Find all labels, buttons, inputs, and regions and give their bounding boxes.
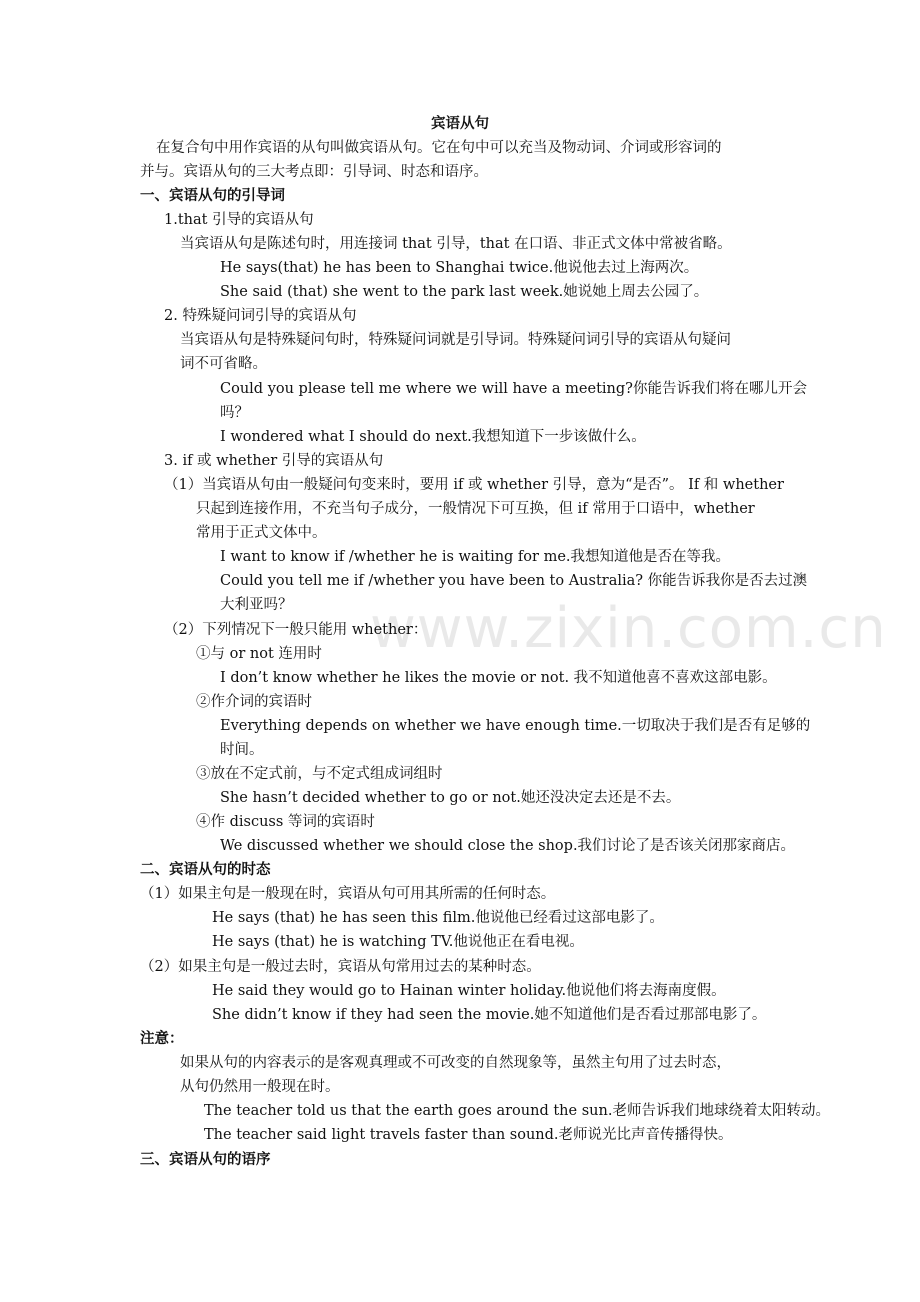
- case-2-example-b: 时间。: [220, 742, 264, 758]
- tense-rule-2-example-1: He said they would go to Hainan winter holiday.他说他们将去海南度假。: [212, 983, 726, 999]
- point-1-example-2: She said (that) she went to the park last week.她说她上周去公园了。: [220, 284, 709, 300]
- point-2-heading: 2. 特殊疑问词引导的宾语从句: [164, 308, 357, 324]
- point-3-example-2b: 大利亚吗？: [220, 597, 293, 613]
- point-2-desc-1: 当宾语从句是特殊疑问句时，特殊疑问词就是引导词。特殊疑问词引导的宾语从句疑问: [180, 332, 731, 348]
- point-3-heading: 3. if 或 whether 引导的宾语从句: [164, 453, 384, 469]
- intro-line-1: 在复合句中用作宾语的从句叫做宾语从句。它在句中可以充当及物动词、介词或形容词的: [156, 140, 722, 156]
- point-1-desc: 当宾语从句是陈述句时，用连接词 that 引导，that 在口语、非正式文体中常被省略。: [180, 236, 732, 252]
- case-1-label: ①与 or not 连用时: [196, 646, 322, 662]
- point-3-note-2: （2）下列情况下一般只能用 whether：: [164, 622, 428, 638]
- point-3-note-1b: 只起到连接作用，不充当句子成分，一般情况下可互换，但 if 常用于口语中，whether: [196, 501, 755, 517]
- case-2-label: ②作介词的宾语时: [196, 694, 312, 710]
- point-1-heading: 1.that 引导的宾语从句: [164, 212, 314, 228]
- section-2-heading: 二、宾语从句的时态: [140, 861, 271, 878]
- point-2-example-1b: 吗？: [220, 405, 249, 421]
- point-2-example-1a: Could you please tell me where we will have a meeting?你能告诉我们将在哪儿开会: [220, 381, 807, 397]
- case-1-example: I don’t know whether he likes the movie or not. 我不知道他喜不喜欢这部电影。: [220, 670, 777, 686]
- point-2-example-2: I wondered what I should do next.我想知道下一步该做什么。: [220, 429, 646, 445]
- note-example-2: The teacher said light travels faster than sound.老师说光比声音传播得快。: [204, 1127, 733, 1143]
- point-3-note-1c: 常用于正式文体中。: [196, 525, 327, 541]
- tense-rule-1-example-1: He says (that) he has seen this film.他说他已经看过这部电影了。: [212, 910, 664, 926]
- case-2-example-a: Everything depends on whether we have enough time.一切取决于我们是否有足够的: [220, 718, 811, 734]
- tense-rule-1: （1）如果主句是一般现在时，宾语从句可用其所需的任何时态。: [140, 886, 556, 902]
- intro-line-2: 并与。宾语从句的三大考点即：引导词、时态和语序。: [140, 164, 488, 180]
- point-1-example-1: He says(that) he has been to Shanghai twice.他说他去过上海两次。: [220, 260, 699, 276]
- section-3-heading: 三、宾语从句的语序: [140, 1151, 271, 1168]
- watermark: www.zixin.com.cn: [370, 596, 887, 661]
- case-4-example: We discussed whether we should close the shop.我们讨论了是否该关闭那家商店。: [220, 838, 796, 854]
- tense-rule-2: （2）如果主句是一般过去时，宾语从句常用过去的某种时态。: [140, 959, 541, 975]
- tense-rule-2-example-2: She didn’t know if they had seen the movie.她不知道他们是否看过那部电影了。: [212, 1007, 767, 1023]
- point-2-desc-2: 词不可省略。: [180, 356, 267, 372]
- note-example-1: The teacher told us that the earth goes around the sun.老师告诉我们地球绕着太阳转动。: [204, 1103, 830, 1119]
- note-line-1: 如果从句的内容表示的是客观真理或不可改变的自然现象等，虽然主句用了过去时态，: [180, 1055, 731, 1071]
- point-3-example-1: I want to know if /whether he is waiting for me.我想知道他是否在等我。: [220, 549, 731, 565]
- tense-rule-1-example-2: He says (that) he is watching TV.他说他正在看电视。: [212, 934, 584, 950]
- note-heading: 注意：: [140, 1030, 184, 1047]
- point-3-note-1a: （1）当宾语从句由一般疑问句变来时，要用 if 或 whether 引导，意为“是否”。 If 和 whether: [164, 477, 784, 493]
- section-1-heading: 一、宾语从句的引导词: [140, 187, 285, 204]
- case-3-label: ③放在不定式前，与不定式组成词组时: [196, 766, 443, 782]
- note-line-2: 从句仍然用一般现在时。: [180, 1079, 340, 1095]
- point-3-example-2a: Could you tell me if /whether you have been to Australia? 你能告诉我你是否去过澳: [220, 573, 808, 589]
- case-3-example: She hasn’t decided whether to go or not.她还没决定去还是不去。: [220, 790, 681, 806]
- case-4-label: ④作 discuss 等词的宾语时: [196, 814, 375, 830]
- document-title: 宾语从句: [431, 115, 489, 132]
